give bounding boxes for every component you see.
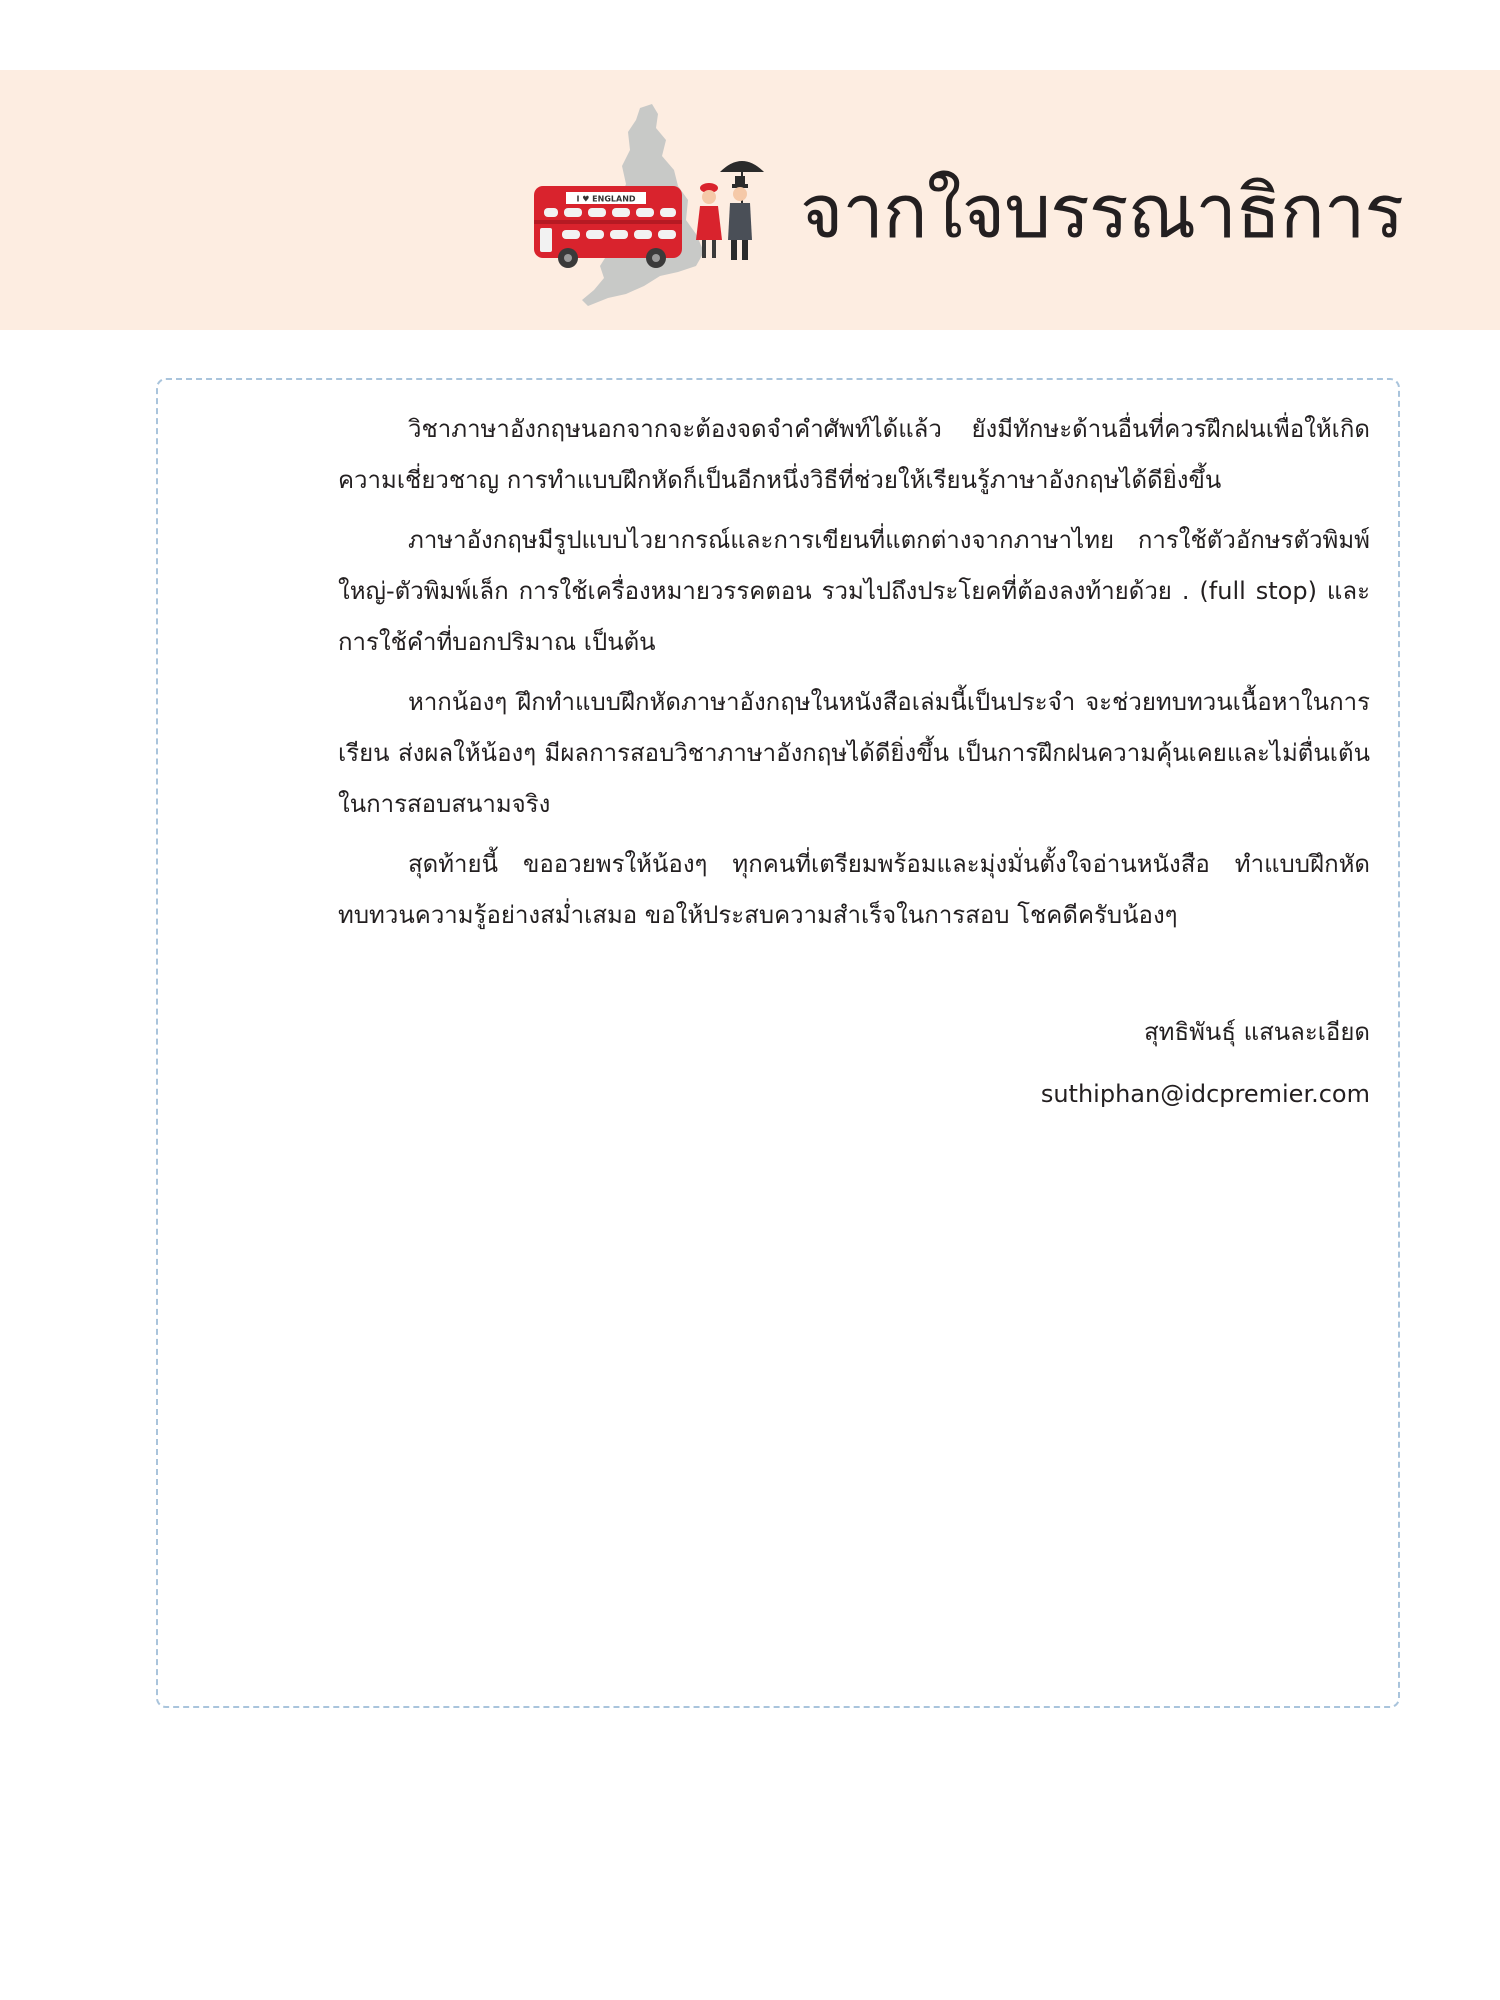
paragraph-2: ภาษาอังกฤษมีรูปแบบไวยากรณ์และการเขียนที่แตกต่างจากภาษาไทย การใช้ตัวอักษรตัวพิมพ์ใหญ่-ตัวพิมพ์เล็ก การใช้เครื่องหมายวรรคตอน รวมไปถึงประโยคที่ต้องลงท้ายด้วย . (full stop) และการใช้คำที่บอกปริมาณ เป็นต้น [338, 526, 1370, 656]
bus-sign-text: I ♥ ENGLAND [576, 194, 636, 204]
gentleman-umbrella-icon [720, 161, 764, 260]
author-name: สุทธิพันธุ์ แสนละเอียด [1143, 1018, 1370, 1046]
author-email: suthiphan@idcpremier.com [1040, 1080, 1370, 1108]
signature-block [1041, 1007, 1370, 1119]
page-title: จากใจบรรณาธิการ [800, 169, 1404, 255]
paragraph-3: หากน้องๆ ฝึกทำแบบฝึกหัดภาษาอังกฤษในหนังสือเล่มนี้เป็นประจำ จะช่วยทบทวนเนื้อหาในการเรียน ส่งผลให้น้องๆ มีผลการสอบวิชาภาษาอังกฤษได้ดียิ่งขึ้น เป็นการฝึกฝนความคุ้นเคยและไม่ตื่นเต้นในการสอบสนามจริง [338, 688, 1370, 818]
bus-icon [534, 186, 682, 268]
editorial-body [338, 404, 1370, 950]
paragraph-1: วิชาภาษาอังกฤษนอกจากจะต้องจดจำคำศัพท์ได้แล้ว ยังมีทักษะด้านอื่นที่ควรฝึกฝนเพื่อให้เกิดความเชี่ยวชาญ การทำแบบฝึกหัดก็เป็นอีกหนึ่งวิธีที่ช่วยให้เรียนรู้ภาษาอังกฤษได้ดียิ่งขึ้น [338, 415, 1370, 494]
england-illustration [528, 100, 768, 310]
paragraph-4: สุดท้ายนี้ ขออวยพรให้น้องๆ ทุกคนที่เตรียมพร้อมและมุ่งมั่นตั้งใจอ่านหนังสือ ทำแบบฝึกหัดทบทวนความรู้อย่างสม่ำเสมอ ขอให้ประสบความสำเร็จในการสอบ โชคดีครับน้องๆ [338, 850, 1370, 929]
